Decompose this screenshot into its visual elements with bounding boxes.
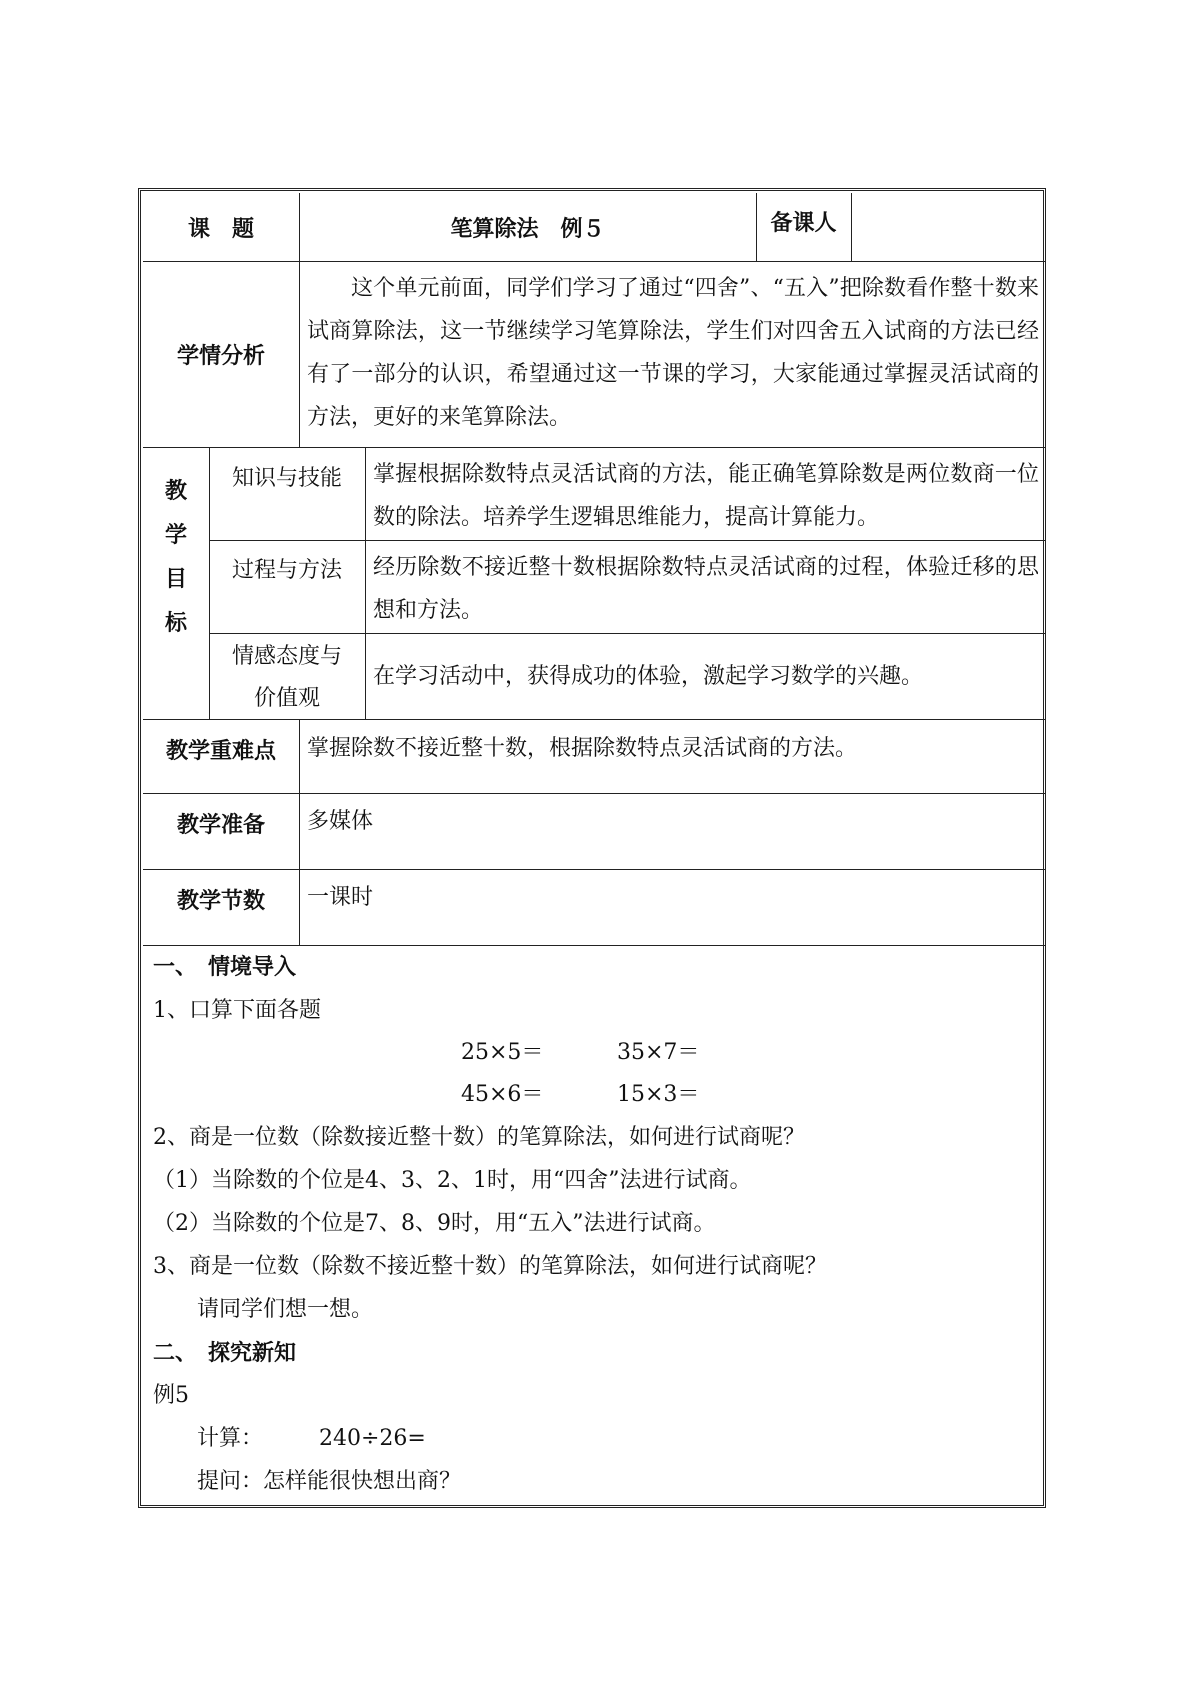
lesson-plan-table xyxy=(143,193,1041,1503)
calc-label: 计算： xyxy=(197,1426,264,1451)
item3: 3、商是一位数（除数不接近整十数）的笔算除法，如何进行试商呢？ xyxy=(153,1254,827,1279)
question: 提问：怎样能很快想出商？ xyxy=(197,1469,462,1494)
item2-2: （2）当除数的个位是7、8、9时，用“五入”法进行试商。 xyxy=(153,1211,716,1236)
equation: 45×6＝ xyxy=(461,1082,544,1107)
item2: 2、商是一位数（除数接近整十数）的笔算除法，如何进行试商呢？ xyxy=(153,1125,805,1150)
row-divider xyxy=(209,633,1045,634)
item3-note: 请同学们想一想。 xyxy=(197,1297,374,1322)
row-divider xyxy=(143,447,1045,448)
topic-value: 笔算除法 例５ xyxy=(450,215,605,242)
col-divider xyxy=(299,261,300,447)
goal-knowledge-label: 知识与技能 xyxy=(231,466,342,491)
equation: 15×3＝ xyxy=(617,1082,700,1107)
key-points-text: 掌握除数不接近整十数，根据除数特点灵活试商的方法。 xyxy=(307,736,858,761)
goal-attitude-text: 在学习活动中，获得成功的体验，激起学习数学的兴趣。 xyxy=(373,664,924,689)
preparer-label: 备课人 xyxy=(770,209,837,236)
col-divider xyxy=(209,447,210,719)
goal-attitude-label-line2: 价值观 xyxy=(253,686,320,711)
topic-label: 课 题 xyxy=(187,215,254,242)
item1: 1、口算下面各题 xyxy=(153,998,321,1023)
preparation-label: 教学准备 xyxy=(176,811,265,838)
section2-title: 二、 探究新知 xyxy=(153,1340,297,1366)
lesson-plan-sheet xyxy=(138,188,1046,1508)
calc-expression: 240÷26= xyxy=(319,1426,426,1451)
analysis-label: 学情分析 xyxy=(176,342,265,369)
goals-label-char: 标 xyxy=(165,610,188,636)
item2-1: （1）当除数的个位是4、3、2、1时，用“四舍”法进行试商。 xyxy=(153,1168,752,1193)
preparation-text: 多媒体 xyxy=(307,809,374,834)
example-label: 例5 xyxy=(153,1383,189,1408)
equation: 35×7＝ xyxy=(617,1040,700,1065)
col-divider xyxy=(365,447,366,719)
goal-process-text: 经历除数不接近整十数根据除数特点灵活试商的过程，体验迁移的思想和方法。 xyxy=(373,555,1039,623)
goal-attitude-label-line1: 情感态度与 xyxy=(231,644,342,669)
col-divider xyxy=(299,719,300,945)
preparer-value xyxy=(851,193,1045,261)
key-points-label: 教学重难点 xyxy=(165,737,276,764)
analysis-text: 这个单元前面，同学们学习了通过“四舍”、“五入”把除数看作整十数来试商算除法，这一节继续学习笔算除法，学生们对四舍五入试商的方法已经有了一部分的认识，希望通过这一节课的学习，大家能通过掌握灵活试商的方法，更好的来笔算除法。 xyxy=(307,276,1039,430)
goals-label-char: 目 xyxy=(165,566,188,592)
equation: 25×5＝ xyxy=(461,1040,544,1065)
periods-label: 教学节数 xyxy=(176,887,265,914)
periods-text: 一课时 xyxy=(307,885,374,910)
goal-process-label: 过程与方法 xyxy=(231,558,342,583)
row-divider xyxy=(209,540,1045,541)
goals-label-char: 学 xyxy=(165,522,188,548)
goals-label-char: 教 xyxy=(165,478,188,504)
goal-knowledge-text: 掌握根据除数特点灵活试商的方法，能正确笔算除数是两位数商一位数的除法。培养学生逻辑思维能力，提高计算能力。 xyxy=(373,462,1039,530)
section1-title: 一、 情境导入 xyxy=(153,954,297,980)
